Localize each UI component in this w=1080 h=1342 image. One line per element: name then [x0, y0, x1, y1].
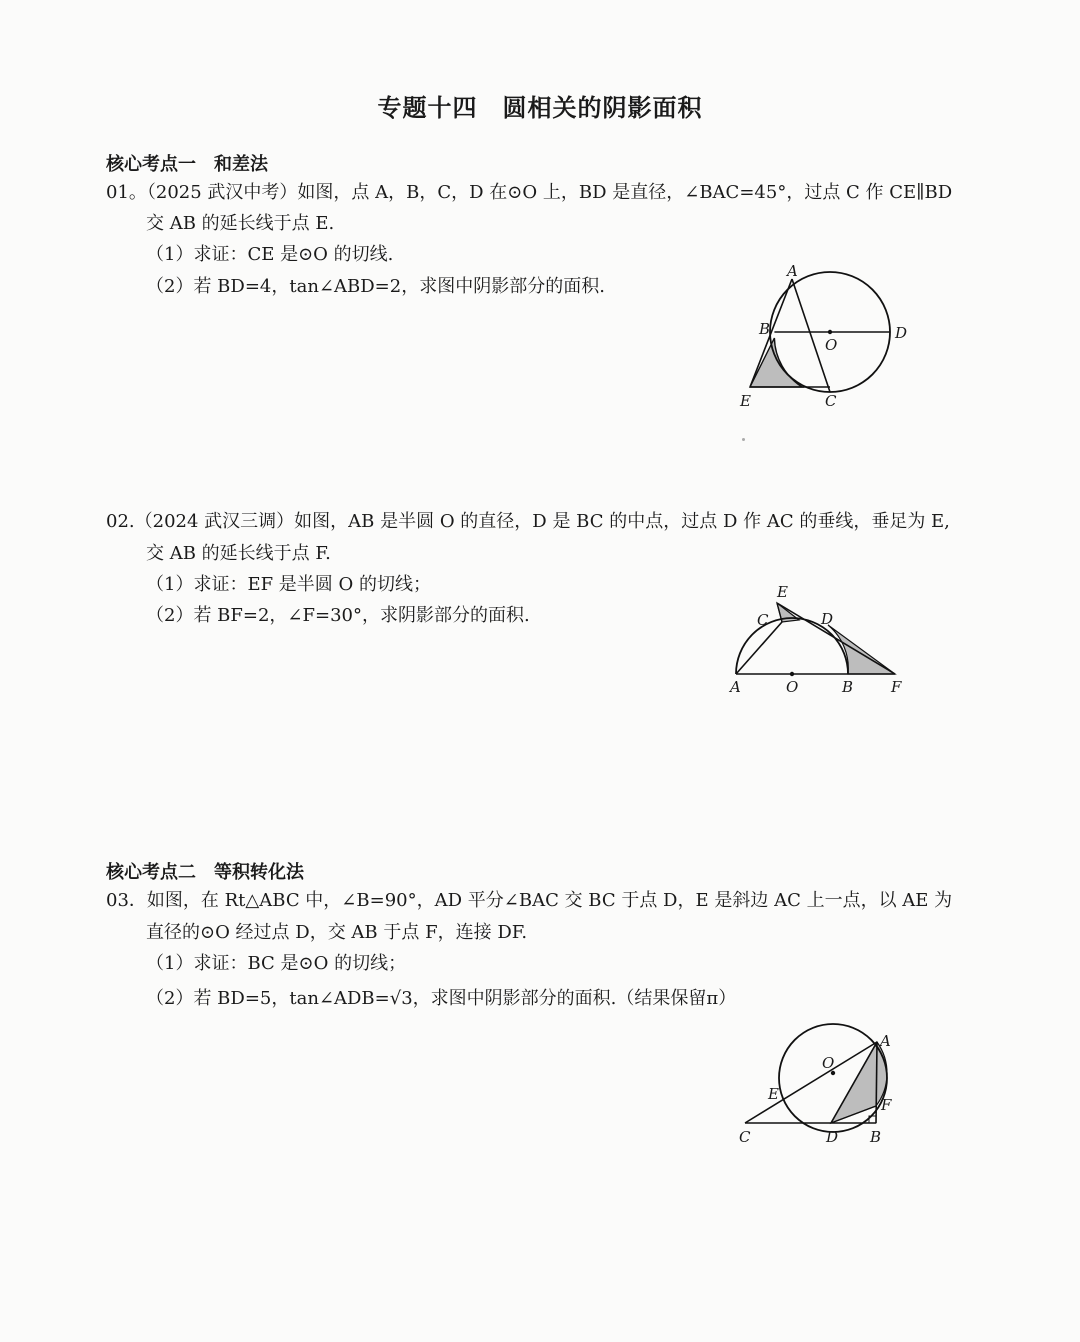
- label-a: A: [730, 678, 741, 696]
- section-heading-2: 核心考点二 等积转化法: [106, 862, 304, 883]
- label-b: B: [870, 1128, 882, 1146]
- problem-2-line-1: 02.（2024 武汉三调）如图，AB 是半圆 O 的直径，D 是 BC 的中点，过点 D 作 AC 的垂线，垂足为 E,: [106, 511, 950, 532]
- label-d: D: [895, 324, 908, 342]
- label-b: B: [842, 678, 854, 696]
- label-b: B: [759, 320, 771, 338]
- section-heading-1: 核心考点一 和差法: [106, 154, 268, 175]
- label-o: O: [825, 336, 838, 354]
- problem-1-part-2: （2）若 BD=4，tan∠ABD=2，求图中阴影部分的面积.: [146, 276, 605, 297]
- figure-3: [730, 1015, 920, 1155]
- figure-1: [730, 262, 920, 422]
- problem-3-line-2: 直径的⊙O 经过点 D，交 AB 于点 F，连接 DF.: [146, 922, 528, 943]
- label-d: D: [821, 610, 834, 628]
- problem-1-part-1: （1）求证：CE 是⊙O 的切线.: [146, 244, 394, 265]
- label-f: F: [881, 1096, 892, 1114]
- figure-2: [720, 582, 920, 702]
- label-f: F: [891, 678, 902, 696]
- label-c: C: [757, 611, 769, 629]
- problem-3-part-2: （2）若 BD=5，tan∠ADB=√3，求图中阴影部分的面积.（结果保留π）: [146, 988, 737, 1009]
- label-c: C: [825, 392, 837, 410]
- label-c: C: [739, 1128, 751, 1146]
- problem-1-line-2: 交 AB 的延长线于点 E.: [146, 213, 335, 234]
- line-ab: [876, 1042, 877, 1123]
- problem-1-line-1: 01。（2025 武汉中考）如图，点 A，B，C，D 在⊙O 上，BD 是直径，∠BAC=45°，过点 C 作 CE∥BD: [106, 182, 953, 203]
- problem-3-line-1: 03．如图，在 Rt△ABC 中，∠B=90°，AD 平分∠BAC 交 BC 于点 D，E 是斜边 AC 上一点，以 AE 为: [106, 890, 953, 911]
- label-e: E: [768, 1085, 779, 1103]
- line-ef: [777, 603, 895, 674]
- shaded-region-3: [831, 1042, 887, 1123]
- label-d: D: [826, 1128, 839, 1146]
- label-a: A: [787, 262, 798, 280]
- label-a: A: [880, 1032, 891, 1050]
- problem-2-part-1: （1）求证：EF 是半圆 O 的切线；: [146, 574, 432, 595]
- problem-3-part-1: （1）求证：BC 是⊙O 的切线；: [146, 953, 407, 974]
- label-e: E: [740, 392, 751, 410]
- label-e: E: [777, 583, 788, 601]
- problem-2-part-2: （2）若 BF=2，∠F=30°，求阴影部分的面积.: [146, 605, 530, 626]
- label-o: O: [822, 1054, 835, 1072]
- shaded-region-2: [828, 625, 895, 674]
- label-o: O: [786, 678, 799, 696]
- scan-speck: [742, 438, 745, 441]
- problem-2-line-2: 交 AB 的延长线于点 F.: [146, 543, 331, 564]
- center-o-1: [828, 330, 832, 334]
- page-title: 专题十四 圆相关的阴影面积: [377, 94, 703, 122]
- center-o-2: [790, 672, 794, 676]
